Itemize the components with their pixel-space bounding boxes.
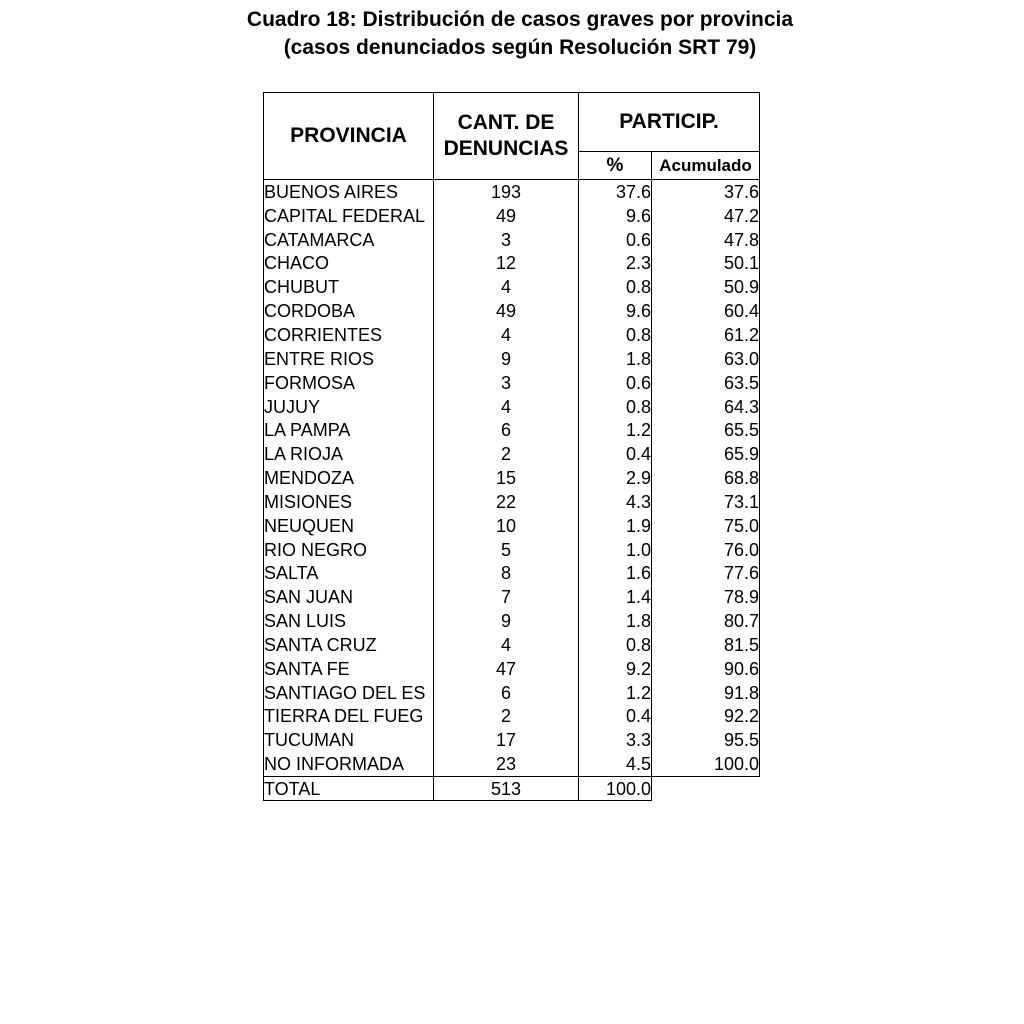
cell-pct: 9.2: [579, 657, 652, 681]
cell-acumulado: 61.2: [652, 323, 760, 347]
table-row: [264, 228, 760, 252]
cell-acumulado: 63.5: [652, 371, 760, 395]
cell-cant: 3: [434, 371, 579, 395]
cell-pct: 37.6: [579, 180, 652, 204]
cell-provincia: MISIONES: [264, 490, 434, 514]
cell-acumulado: 78.9: [652, 585, 760, 609]
cell-provincia: SAN LUIS: [264, 609, 434, 633]
cell-acumulado: 91.8: [652, 681, 760, 705]
cell-acumulado: 50.9: [652, 275, 760, 299]
table-row: [264, 275, 760, 299]
cell-provincia: SANTA CRUZ: [264, 633, 434, 657]
cell-pct: 0.6: [579, 228, 652, 252]
cell-pct: 3.3: [579, 728, 652, 752]
table-row: [264, 633, 760, 657]
cell-pct: 2.9: [579, 466, 652, 490]
cell-acumulado: 76.0: [652, 538, 760, 562]
cell-pct: 1.0: [579, 538, 652, 562]
table-row: [264, 585, 760, 609]
cell-acumulado: 100.0: [652, 752, 760, 776]
cell-provincia: TIERRA DEL FUEG: [264, 705, 434, 729]
cell-acumulado: 81.5: [652, 633, 760, 657]
cell-provincia: SALTA: [264, 562, 434, 586]
cell-provincia: ENTRE RIOS: [264, 347, 434, 371]
cell-cant: 2: [434, 705, 579, 729]
cell-pct: 0.8: [579, 323, 652, 347]
cell-acumulado: 90.6: [652, 657, 760, 681]
table-row: [264, 752, 760, 776]
cell-cant: 17: [434, 728, 579, 752]
table-row: [264, 347, 760, 371]
cell-acumulado: 73.1: [652, 490, 760, 514]
cell-cant: 4: [434, 275, 579, 299]
table-row: [264, 180, 760, 204]
cell-acumulado: 92.2: [652, 705, 760, 729]
header-acumulado: Acumulado: [652, 152, 760, 180]
cell-provincia: JUJUY: [264, 395, 434, 419]
cell-pct: 4.3: [579, 490, 652, 514]
cell-provincia: TUCUMAN: [264, 728, 434, 752]
cell-acumulado: 47.8: [652, 228, 760, 252]
cell-cant: 15: [434, 466, 579, 490]
total-pct: 100.0: [579, 777, 652, 801]
total-cant: 513: [434, 777, 579, 801]
table-row: [264, 299, 760, 323]
table-row: [264, 418, 760, 442]
total-label: TOTAL: [264, 777, 434, 801]
cell-provincia: BUENOS AIRES: [264, 180, 434, 204]
cell-cant: 4: [434, 633, 579, 657]
cell-pct: 1.2: [579, 681, 652, 705]
cell-pct: 0.8: [579, 395, 652, 419]
cell-pct: 9.6: [579, 204, 652, 228]
cell-cant: 23: [434, 752, 579, 776]
table-row: [264, 395, 760, 419]
table-row: [264, 252, 760, 276]
cell-acumulado: 65.9: [652, 442, 760, 466]
table-row: [264, 728, 760, 752]
cell-cant: 3: [434, 228, 579, 252]
title-line-1: Cuadro 18: Distribución de casos graves por provincia: [246, 8, 794, 31]
cell-pct: 2.3: [579, 252, 652, 276]
table-row: [264, 681, 760, 705]
table-row: [264, 323, 760, 347]
cell-pct: 1.9: [579, 514, 652, 538]
table-row: [264, 705, 760, 729]
cell-pct: 1.2: [579, 418, 652, 442]
cell-cant: 22: [434, 490, 579, 514]
table-row: [264, 204, 760, 228]
cell-acumulado: 47.2: [652, 204, 760, 228]
cell-pct: 1.8: [579, 609, 652, 633]
cell-cant: 193: [434, 180, 579, 204]
cell-pct: 4.5: [579, 752, 652, 776]
cell-provincia: SANTA FE: [264, 657, 434, 681]
cell-cant: 9: [434, 609, 579, 633]
cell-provincia: NEUQUEN: [264, 514, 434, 538]
cell-cant: 12: [434, 252, 579, 276]
table-row: [264, 609, 760, 633]
cell-provincia: CHACO: [264, 252, 434, 276]
header-particip: PARTICIP.: [579, 93, 760, 152]
cell-acumulado: 95.5: [652, 728, 760, 752]
cell-cant: 4: [434, 323, 579, 347]
table-row: [264, 371, 760, 395]
table-row: [264, 466, 760, 490]
cell-cant: 5: [434, 538, 579, 562]
table-body: [264, 180, 760, 801]
header-provincia: PROVINCIA: [264, 93, 434, 180]
cell-pct: 0.6: [579, 371, 652, 395]
cell-pct: 1.6: [579, 562, 652, 586]
cell-provincia: LA RIOJA: [264, 442, 434, 466]
cell-pct: 0.4: [579, 442, 652, 466]
cell-provincia: CORDOBA: [264, 299, 434, 323]
cell-provincia: CATAMARCA: [264, 228, 434, 252]
cell-acumulado: 64.3: [652, 395, 760, 419]
cell-provincia: CAPITAL FEDERAL: [264, 204, 434, 228]
title-line-2: (casos denunciados según Resolución SRT 79): [283, 36, 757, 59]
cell-provincia: RIO NEGRO: [264, 538, 434, 562]
header-pct: %: [579, 152, 652, 180]
header-cant-line-1: CANT. DE: [457, 111, 555, 134]
cell-acumulado: 65.5: [652, 418, 760, 442]
cell-acumulado: 68.8: [652, 466, 760, 490]
cell-provincia: NO INFORMADA: [264, 752, 434, 776]
cell-cant: 6: [434, 418, 579, 442]
cell-provincia: FORMOSA: [264, 371, 434, 395]
header-cant-denuncias: [434, 93, 579, 180]
cell-cant: 9: [434, 347, 579, 371]
cell-provincia: CHUBUT: [264, 275, 434, 299]
cell-acumulado: 63.0: [652, 347, 760, 371]
cell-provincia: SANTIAGO DEL ES: [264, 681, 434, 705]
cell-cant: 6: [434, 681, 579, 705]
cell-provincia: MENDOZA: [264, 466, 434, 490]
cell-cant: 49: [434, 204, 579, 228]
cell-pct: 9.6: [579, 299, 652, 323]
header-cant-line-2: DENUNCIAS: [443, 137, 569, 160]
cell-cant: 10: [434, 514, 579, 538]
table-row: [264, 538, 760, 562]
cell-acumulado: 50.1: [652, 252, 760, 276]
table-row: [264, 562, 760, 586]
table-row: [264, 442, 760, 466]
cell-cant: 47: [434, 657, 579, 681]
cell-acumulado: 77.6: [652, 562, 760, 586]
cell-pct: 0.8: [579, 275, 652, 299]
cell-provincia: SAN JUAN: [264, 585, 434, 609]
cell-cant: 7: [434, 585, 579, 609]
cell-acumulado: 80.7: [652, 609, 760, 633]
total-row: [264, 777, 760, 801]
cell-cant: 8: [434, 562, 579, 586]
cell-cant: 4: [434, 395, 579, 419]
cell-pct: 0.8: [579, 633, 652, 657]
table-title: [0, 6, 1024, 62]
cell-provincia: CORRIENTES: [264, 323, 434, 347]
cell-pct: 1.8: [579, 347, 652, 371]
cell-cant: 2: [434, 442, 579, 466]
cell-acumulado: 60.4: [652, 299, 760, 323]
table-row: [264, 657, 760, 681]
cases-table: [263, 92, 760, 801]
cell-pct: 1.4: [579, 585, 652, 609]
total-empty-cell: [652, 777, 760, 801]
cell-acumulado: 37.6: [652, 180, 760, 204]
cell-acumulado: 75.0: [652, 514, 760, 538]
table-row: [264, 514, 760, 538]
cell-cant: 49: [434, 299, 579, 323]
table-row: [264, 490, 760, 514]
cell-provincia: LA PAMPA: [264, 418, 434, 442]
cell-pct: 0.4: [579, 705, 652, 729]
